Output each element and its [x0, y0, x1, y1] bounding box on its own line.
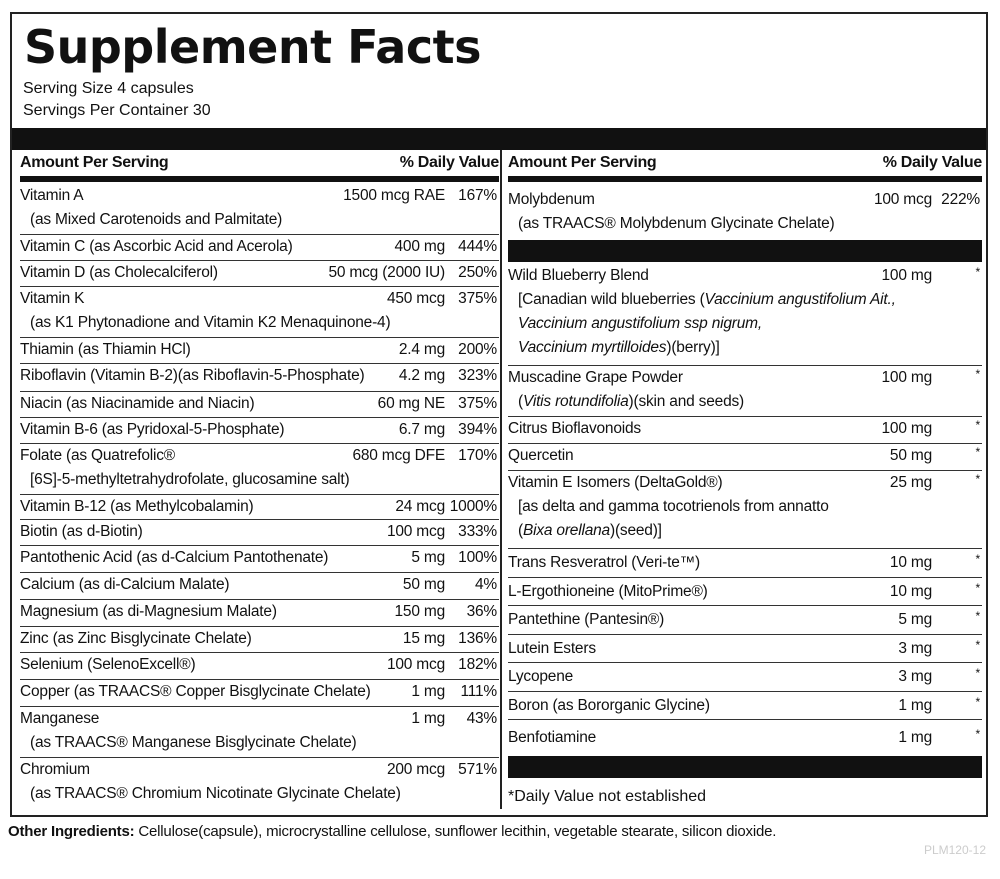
nutrient-row — [508, 635, 982, 663]
nutrient-name: Selenium (SelenoExcell®) — [20, 656, 196, 673]
nutrient-dv: 43% — [466, 710, 497, 727]
nutrient-amount: 4.2 mg — [398, 367, 445, 384]
right-column-header — [508, 150, 982, 176]
nutrient-amount: 100 mcg — [873, 191, 932, 208]
nutrient-name: Pantothenic Acid (as d-Calcium Pantothenate) — [20, 549, 329, 566]
nutrient-name: Vitamin K — [20, 290, 85, 307]
nutrient-row — [20, 418, 499, 444]
serving-size: Serving Size 4 capsules — [23, 80, 194, 97]
nutrient-row — [508, 578, 982, 606]
product-code: PLM120-12 — [923, 843, 986, 857]
nutrient-dv: 394% — [458, 421, 497, 438]
nutrient-amount: 1 mg — [898, 729, 932, 746]
grape-sub-text: )(skin and seeds) — [628, 393, 744, 410]
nutrient-name: Lutein Esters — [508, 640, 596, 657]
nutrient-amount: 1 mg — [411, 683, 445, 700]
nutrient-name: Magnesium (as di-Magnesium Malate) — [20, 603, 277, 620]
nutrient-row — [20, 627, 499, 653]
nutrient-sub: (as TRAACS® Chromium Nicotinate Glycinate Chelate) — [30, 785, 401, 802]
nutrient-amount: 10 mg — [889, 554, 932, 571]
left-column — [20, 150, 499, 808]
nutrient-name: Vitamin C (as Ascorbic Acid and Acerola) — [20, 238, 293, 255]
nutrient-name: Copper (as TRAACS® Copper Bisglycinate Chelate) — [20, 683, 371, 700]
nutrient-name: Vitamin E Isomers (DeltaGold®) — [508, 474, 723, 491]
footnote: *Daily Value not established — [508, 788, 707, 805]
nutrient-row — [20, 235, 499, 261]
nutrient-name: Trans Resveratrol (Veri-te™) — [508, 554, 700, 571]
grape-latin-name: Vitis rotundifolia — [522, 393, 629, 410]
nutrient-amount: 200 mcg — [386, 761, 445, 778]
asterisk-mark: * — [975, 638, 980, 652]
nutrient-name: Manganese — [20, 710, 100, 727]
nutrient-name: Folate (as Quatrefolic® — [20, 447, 175, 464]
other-ingredients-text: Cellulose(capsule), microcrystalline cellulose, sunflower lecithin, vegetable stearate, silicon dioxide. — [134, 823, 777, 840]
nutrient-row — [20, 707, 499, 758]
servings-per-container: Servings Per Container 30 — [23, 102, 211, 119]
asterisk-mark: * — [975, 265, 980, 279]
nutrient-dv: 136% — [458, 630, 497, 647]
grape-sub-text: ( — [518, 393, 523, 410]
nutrient-row — [20, 653, 499, 680]
asterisk-mark: * — [975, 609, 980, 623]
nutrient-amount: 1 mg — [898, 697, 932, 714]
other-ingredients — [8, 823, 776, 840]
nutrient-amount: 3 mg — [898, 640, 932, 657]
nutrient-amount: 10 mg — [889, 583, 932, 600]
blend-sub-text: [Canadian wild blueberries ( — [518, 291, 705, 308]
nutrient-row — [20, 287, 499, 338]
vite-latin-name: Bixa orellana — [522, 522, 610, 539]
nutrient-amount: 1500 mcg RAE — [343, 187, 445, 204]
column-divider — [500, 150, 502, 809]
left-header-bar — [20, 176, 499, 182]
nutrient-amount: 680 mcg DFE — [352, 447, 445, 464]
left-column-header — [20, 150, 499, 176]
nutrient-row — [20, 444, 499, 495]
asterisk-mark: * — [975, 695, 980, 709]
nutrient-row — [20, 758, 499, 808]
nutrient-amount: 3 mg — [898, 668, 932, 685]
nutrient-sub: (as TRAACS® Molybdenum Glycinate Chelate) — [518, 215, 835, 232]
nutrient-amount: 50 mcg (2000 IU) — [328, 264, 445, 281]
nutrient-dv: 571% — [458, 761, 497, 778]
nutrient-dv: 182% — [458, 656, 497, 673]
nutrient-row — [20, 546, 499, 573]
nutrient-row — [20, 495, 499, 520]
nutrient-row — [20, 520, 499, 546]
blend-latin-name: Vaccinium angustifolium Ait., — [704, 291, 896, 308]
nutrient-dv: 111% — [460, 683, 497, 700]
right-column — [508, 150, 982, 806]
nutrient-amount: 50 mg — [402, 576, 445, 593]
right-header-bar — [508, 176, 982, 182]
nutrient-amount: 15 mg — [402, 630, 445, 647]
nutrient-name: Lycopene — [508, 668, 574, 685]
nutrient-sub: (as Mixed Carotenoids and Palmitate) — [30, 211, 283, 228]
nutrient-amount: 60 mg NE — [377, 395, 445, 412]
asterisk-mark: * — [975, 367, 980, 381]
nutrient-amount: 100 mcg — [386, 523, 445, 540]
nutrient-row — [20, 364, 499, 392]
nutrient-amount: 100 mg — [881, 267, 932, 284]
amount-per-serving-label: Amount Per Serving — [508, 154, 657, 171]
nutrient-dv: 323% — [458, 367, 497, 384]
nutrient-dv: 100% — [458, 549, 497, 566]
nutrient-row — [508, 720, 982, 754]
nutrient-name: Citrus Bioflavonoids — [508, 420, 641, 437]
vite-sub-text: ( — [518, 522, 523, 539]
amount-per-serving-label: Amount Per Serving — [20, 154, 169, 171]
nutrient-amount: 50 mg — [889, 447, 932, 464]
asterisk-mark: * — [975, 552, 980, 566]
nutrient-name: Biotin (as d-Biotin) — [20, 523, 143, 540]
asterisk-mark: * — [975, 727, 980, 741]
asterisk-mark: * — [975, 666, 980, 680]
nutrient-row — [508, 606, 982, 635]
vite-sub-text: [as delta and gamma tocotrienols from annatto — [518, 498, 829, 515]
asterisk-mark: * — [975, 472, 980, 486]
nutrient-row — [20, 392, 499, 418]
nutrient-row — [508, 549, 982, 578]
page-title: Supplement Facts — [24, 20, 481, 74]
nutrient-row — [508, 663, 982, 692]
nutrient-row — [20, 600, 499, 627]
nutrient-amount: 400 mg — [394, 238, 445, 255]
nutrient-name: Benfotiamine — [508, 729, 597, 746]
nutrient-amount: 450 mcg — [386, 290, 445, 307]
nutrient-dv: 333% — [458, 523, 497, 540]
asterisk-mark: * — [975, 581, 980, 595]
nutrient-name: Zinc (as Zinc Bisglycinate Chelate) — [20, 630, 252, 647]
nutrient-amount: 100 mcg — [386, 656, 445, 673]
nutrient-dv: 222% — [941, 191, 980, 208]
header-divider-bar — [12, 128, 986, 150]
nutrient-name: Riboflavin (Vitamin B-2)(as Riboflavin-5-Phosphate) — [20, 367, 365, 384]
nutrient-amount: 24 mcg — [395, 498, 445, 515]
nutrient-name: L-Ergothioneine (MitoPrime®) — [508, 583, 708, 600]
supplement-facts-panel — [10, 12, 988, 817]
other-ingredients-label: Other Ingredients: — [8, 823, 135, 840]
nutrient-row — [508, 471, 982, 549]
daily-value-label: % Daily Value — [399, 154, 499, 171]
nutrient-dv: 36% — [466, 603, 497, 620]
nutrient-name: Boron (as Bororganic Glycine) — [508, 697, 710, 714]
nutrient-amount: 25 mg — [889, 474, 932, 491]
nutrient-amount: 5 mg — [411, 549, 445, 566]
nutrient-dv: 167% — [458, 187, 497, 204]
nutrient-name: Vitamin A — [20, 187, 84, 204]
nutrient-name: Pantethine (Pantesin®) — [508, 611, 665, 628]
nutrient-name: Thiamin (as Thiamin HCl) — [20, 341, 191, 358]
nutrient-amount: 150 mg — [394, 603, 445, 620]
nutrient-name: Muscadine Grape Powder — [508, 369, 683, 386]
nutrient-dv: 200% — [458, 341, 497, 358]
nutrient-amount: 100 mg — [881, 420, 932, 437]
nutrient-row — [20, 261, 499, 287]
nutrient-dv: 250% — [458, 264, 497, 281]
nutrient-amount: 1 mg — [411, 710, 445, 727]
nutrient-name: Vitamin B-12 (as Methylcobalamin) — [20, 498, 254, 515]
nutrient-sub: (as K1 Phytonadione and Vitamin K2 Menaquinone-4) — [30, 314, 391, 331]
nutrient-name: Vitamin B-6 (as Pyridoxal-5-Phosphate) — [20, 421, 285, 438]
nutrient-dv: 1000% — [449, 498, 497, 515]
nutrient-row — [508, 184, 982, 240]
blend-row — [508, 262, 982, 366]
blend-latin-name: Vaccinium angustifolium ssp nigrum, — [518, 315, 762, 332]
nutrient-dv: 375% — [458, 290, 497, 307]
nutrient-name: Niacin (as Niacinamide and Niacin) — [20, 395, 255, 412]
section-divider-bar — [508, 756, 982, 778]
nutrient-sub: [6S]-5-methyltetrahydrofolate, glucosamine salt) — [30, 471, 350, 488]
nutrient-dv: 375% — [458, 395, 497, 412]
nutrient-name: Molybdenum — [508, 191, 595, 208]
nutrient-row — [20, 680, 499, 707]
nutrient-dv: 4% — [474, 576, 497, 593]
nutrient-amount: 6.7 mg — [398, 421, 445, 438]
nutrient-row — [20, 184, 499, 235]
nutrient-dv: 170% — [458, 447, 497, 464]
nutrient-row — [508, 692, 982, 720]
nutrient-amount: 5 mg — [898, 611, 932, 628]
nutrient-row — [20, 338, 499, 364]
asterisk-mark: * — [975, 445, 980, 459]
blend-sub-text: )(berry)] — [666, 339, 720, 356]
nutrient-row — [508, 417, 982, 444]
daily-value-label: % Daily Value — [882, 154, 982, 171]
nutrient-sub: (as TRAACS® Manganese Bisglycinate Chelate) — [30, 734, 357, 751]
blend-latin-name: Vaccinium myrtilloides — [518, 339, 667, 356]
nutrient-amount: 100 mg — [881, 369, 932, 386]
vite-sub-text: )(seed)] — [609, 522, 662, 539]
nutrient-row — [508, 366, 982, 417]
nutrient-name: Vitamin D (as Cholecalciferol) — [20, 264, 218, 281]
nutrient-name: Calcium (as di-Calcium Malate) — [20, 576, 230, 593]
asterisk-mark: * — [975, 418, 980, 432]
nutrient-name: Wild Blueberry Blend — [508, 267, 649, 284]
section-divider-bar — [508, 240, 982, 262]
nutrient-name: Chromium — [20, 761, 90, 778]
nutrient-amount: 2.4 mg — [398, 341, 445, 358]
nutrient-dv: 444% — [458, 238, 497, 255]
nutrient-name: Quercetin — [508, 447, 574, 464]
nutrient-row — [508, 444, 982, 471]
nutrient-row — [20, 573, 499, 600]
